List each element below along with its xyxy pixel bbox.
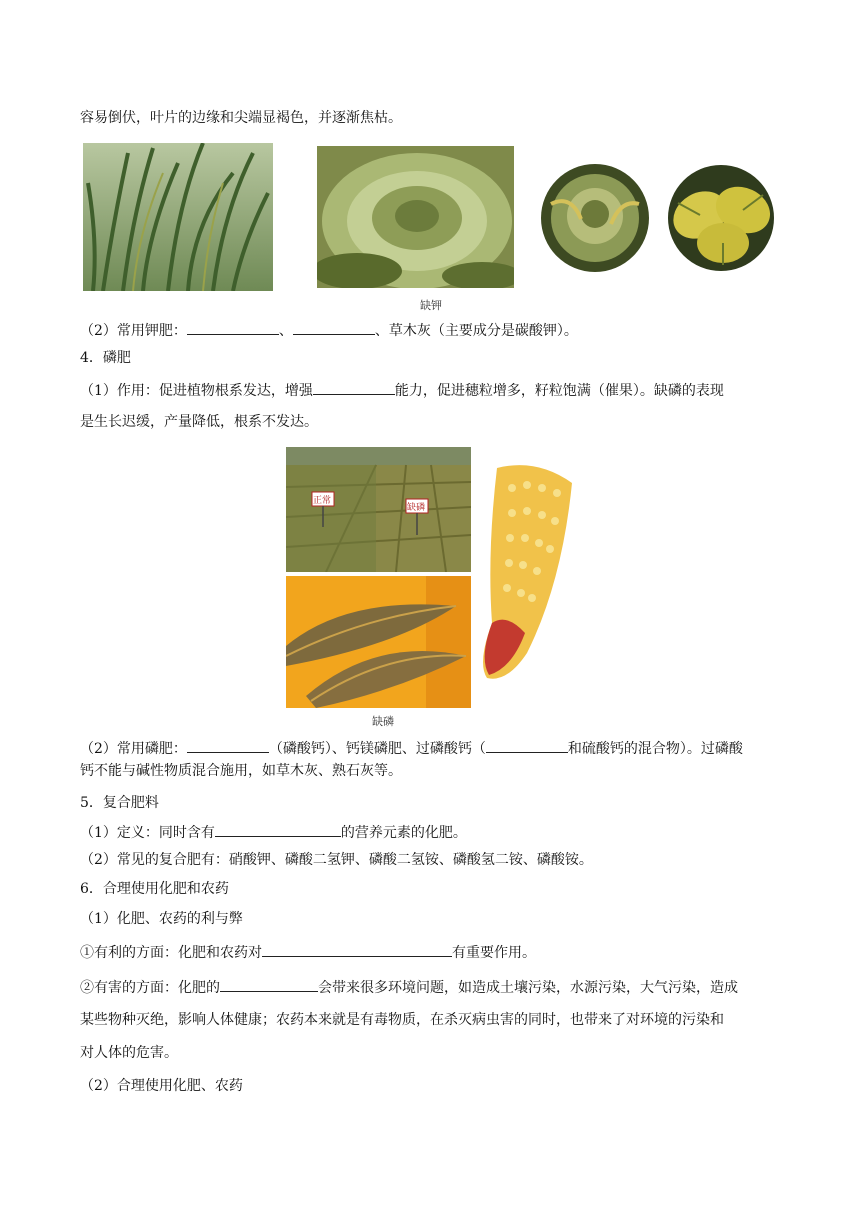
- text-segment: 、: [278, 323, 293, 339]
- text-segment: （1）作用：促进植物根系发达，增强: [80, 383, 313, 399]
- answer-blank[interactable]: [313, 380, 395, 395]
- text-segment: 和硫酸钙的混合物）。过磷酸: [567, 741, 743, 757]
- answer-blank[interactable]: [220, 977, 318, 992]
- text-line: （2）常见的复合肥有：硝酸钾、磷酸二氢钾、磷酸二氢铵、磷酸氢二铵、磷酸铵。: [80, 852, 593, 868]
- phosphate-function-line: [80, 380, 724, 401]
- text-line: 某些物种灭绝，影响人体健康；农药本来就是有毒物质，在杀灭病虫害的同时，也带来了对环境的污染和: [80, 1012, 724, 1028]
- compound-definition-line: [80, 822, 467, 843]
- wheat-potassium-deficiency-photo: [83, 143, 273, 291]
- leaf-closeup-circle-photo: [668, 165, 774, 271]
- sign-lack-phosphorus: 缺磷: [407, 503, 426, 513]
- text-line: 对人体的危害。: [80, 1045, 178, 1061]
- section-heading: 6．合理使用化肥和农药: [80, 881, 229, 897]
- text-line: （2）合理使用化肥、农药: [80, 1078, 243, 1094]
- section-heading: 5．复合肥料: [80, 795, 159, 811]
- text-segment: （磷酸钙）、钙镁磷肥、过磷酸钙（: [268, 741, 486, 757]
- wheat-field-photo: [286, 447, 471, 572]
- answer-blank[interactable]: [187, 738, 269, 753]
- answer-blank[interactable]: [293, 320, 375, 335]
- text-segment: （2）常用钾肥：: [80, 323, 187, 339]
- text-line: （1）化肥、农药的利与弊: [80, 911, 243, 927]
- phosphorus-deficient-leaf-photo: [286, 576, 471, 708]
- section-heading: 4．磷肥: [80, 350, 131, 366]
- potassium-deficiency-caption: 缺钾: [420, 299, 442, 312]
- text-segment: 有重要作用。: [452, 945, 536, 961]
- text-segment: （2）常用磷肥：: [80, 741, 187, 757]
- text-segment: （1）定义：同时含有: [80, 825, 215, 841]
- text-segment: ②有害的方面：化肥的: [80, 980, 220, 996]
- phosphorus-deficiency-caption: 缺磷: [372, 715, 394, 728]
- corn-ear-phosphorus-deficiency-photo: [477, 463, 577, 691]
- text-line: 容易倒伏，叶片的边缘和尖端显褐色，并逐渐焦枯。: [80, 110, 402, 126]
- lettuce-closeup-circle-photo: [541, 164, 649, 272]
- answer-blank[interactable]: [215, 822, 341, 837]
- phosphate-fertilizer-line: [80, 738, 743, 759]
- answer-blank[interactable]: [187, 320, 279, 335]
- text-segment: 的营养元素的化肥。: [340, 825, 467, 841]
- harm-line: [80, 977, 738, 998]
- text-segment: ①有利的方面：化肥和农药对: [80, 945, 262, 961]
- text-line: 是生长迟缓，产量降低，根系不发达。: [80, 414, 318, 430]
- answer-blank[interactable]: [262, 942, 452, 957]
- benefit-line: [80, 942, 536, 963]
- text-line: 钙不能与碱性物质混合施用，如草木灰、熟石灰等。: [80, 763, 402, 779]
- sign-normal: 正常: [313, 496, 332, 506]
- lettuce-potassium-deficiency-photo: [317, 146, 514, 288]
- text-segment: 会带来很多环境问题，如造成土壤污染，水源污染，大气污染，造成: [318, 980, 738, 996]
- text-segment: 、草木灰（主要成分是碳酸钾）。: [374, 323, 578, 339]
- potash-fertilizer-line: [80, 320, 578, 341]
- text-segment: 能力，促进穗粒增多，籽粒饱满（催果）。缺磷的表现: [394, 383, 724, 399]
- answer-blank[interactable]: [486, 738, 568, 753]
